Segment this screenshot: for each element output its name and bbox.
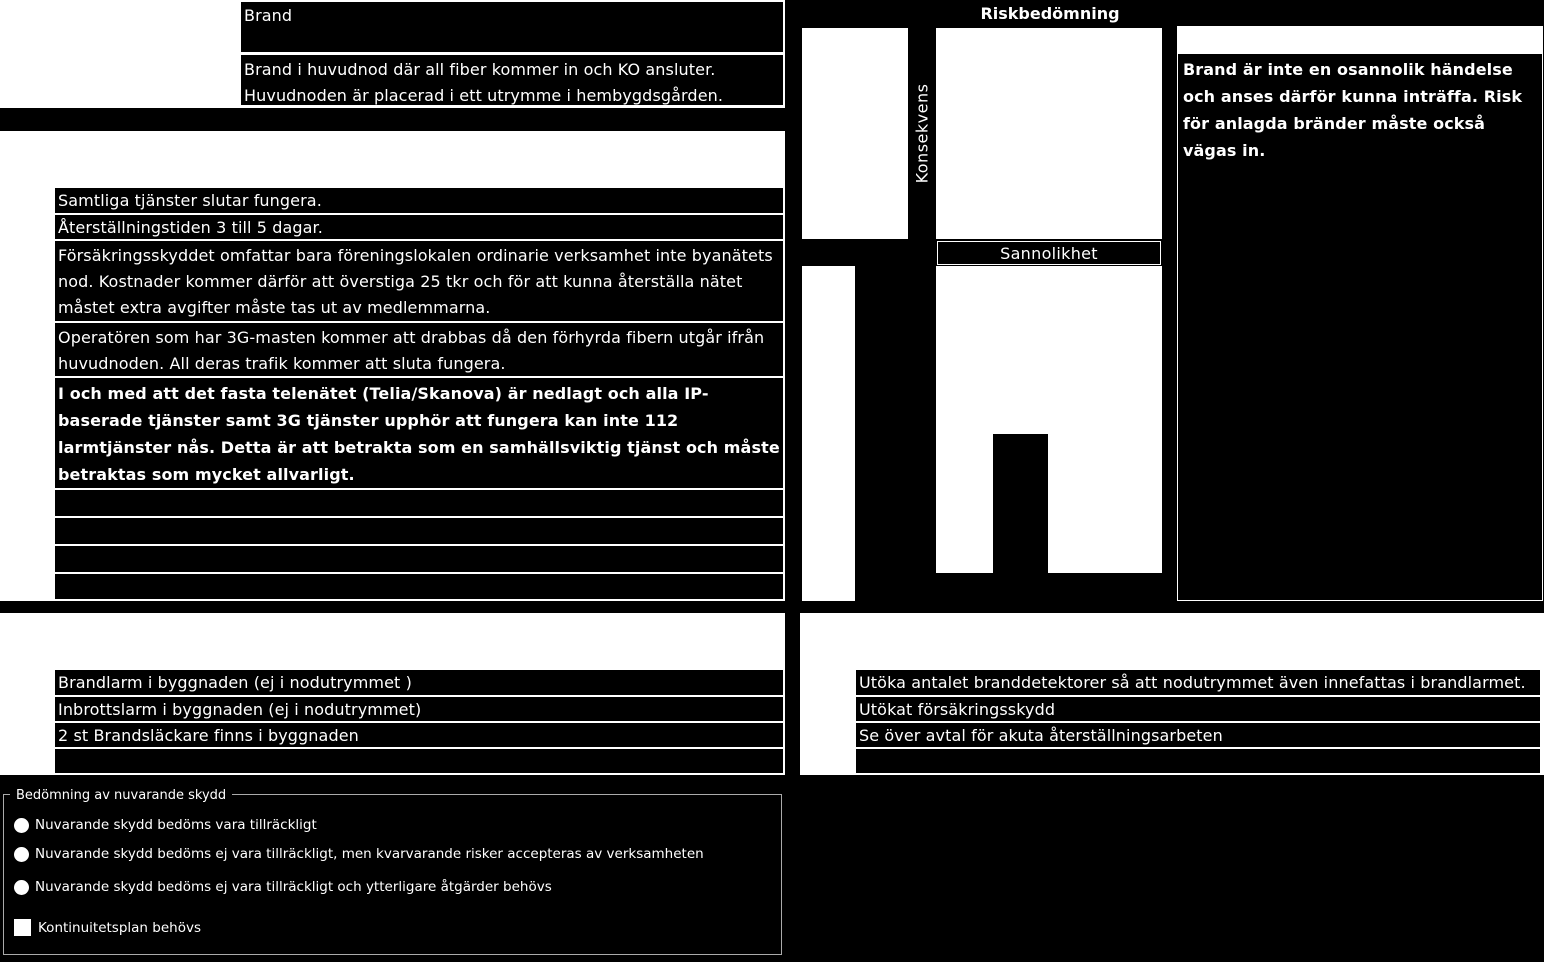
event-description-line-1: Brand i huvudnod där all fiber kommer in och KO ansluter. — [244, 60, 716, 79]
consequence-axis-label — [908, 28, 936, 239]
consequence-row[interactable]: Operatören som har 3G-masten kommer att drabbas då den förhyrda fibern utgår ifrån huvudnoden. All deras trafik kommer att sluta fungera. — [54, 322, 784, 377]
consequence-row[interactable] — [54, 573, 784, 600]
continuity-plan-label: Kontinuitetsplan behövs — [38, 919, 201, 936]
consequence-row[interactable]: I och med att det fasta telenätet (Telia/Skanova) är nedlagt och alla IP-baserade tjänster samt 3G tjänster upphör att fungera kan inte 112 larmtjänster nås. Detta är att betrakta som en samhällsviktig tjänst och måste betraktas som mycket allvarligt. — [54, 377, 784, 489]
consequence-row[interactable]: Samtliga tjänster slutar fungera. — [54, 187, 784, 214]
protection-row[interactable]: 2 st Brandsläckare finns i byggnaden — [54, 722, 784, 748]
radio-icon[interactable] — [14, 818, 29, 833]
checkbox-icon[interactable] — [14, 919, 31, 936]
risk-matrix-cell — [936, 266, 1162, 434]
risk-matrix-top-right — [936, 28, 1162, 239]
radio-icon[interactable] — [14, 847, 29, 862]
consequence-row[interactable]: Återställningstiden 3 till 5 dagar. — [54, 214, 784, 240]
protection-row[interactable] — [54, 748, 784, 774]
assessment-legend: Bedömning av nuvarande skydd — [10, 787, 232, 805]
assessment-option-label: Nuvarande skydd bedöms ej vara tillräckligt och ytterligare åtgärder behövs — [35, 879, 552, 895]
radio-icon[interactable] — [14, 880, 29, 895]
measure-row[interactable]: Utöka antalet branddetektorer så att nodutrymmet även innefattas i brandlarmet. — [855, 669, 1541, 696]
consequence-row[interactable] — [54, 545, 784, 573]
assessment-option-label: Nuvarande skydd bedöms vara tillräckligt — [35, 817, 317, 833]
assessment-option-sufficient[interactable] — [14, 817, 317, 833]
consequence-axis-text: Konsekvens — [912, 83, 932, 184]
consequence-row[interactable] — [54, 489, 784, 517]
probability-axis-label: Sannolikhet — [937, 241, 1161, 265]
consequence-row[interactable] — [54, 517, 784, 545]
consequence-row[interactable]: Försäkringsskyddet omfattar bara föreningslokalen ordinarie verksamhet inte byanätets nod. Kostnader kommer därför att överstiga 25 tkr och för att kunna återställa nätet måstet extra avgifter måste tas ut av medlemmarna. — [54, 240, 784, 322]
event-title[interactable]: Brand — [240, 1, 784, 53]
measure-row[interactable]: Se över avtal för akuta återställningsarbeten — [855, 722, 1541, 748]
risk-matrix-strip-left — [802, 266, 855, 601]
protection-row[interactable]: Inbrottslarm i byggnaden (ej i nodutrymmet) — [54, 696, 784, 722]
risk-matrix-top-left — [802, 28, 908, 239]
measure-row[interactable]: Utökat försäkringsskydd — [855, 696, 1541, 722]
continuity-plan-checkbox[interactable] — [14, 919, 201, 936]
event-description-line-2: Huvudnoden är placerad i ett utrymme i hembygdsgården. — [244, 86, 724, 105]
risk-comment-header — [1177, 26, 1543, 53]
risk-title: Riskbedömning — [980, 4, 1120, 23]
event-description[interactable] — [240, 54, 784, 106]
protection-row[interactable]: Brandlarm i byggnaden (ej i nodutrymmet ) — [54, 669, 784, 696]
measure-row[interactable] — [855, 748, 1541, 774]
assessment-option-accepted[interactable] — [14, 846, 704, 862]
risk-matrix-cell — [936, 434, 993, 573]
risk-matrix-cell — [1048, 434, 1162, 573]
risk-comment[interactable]: Brand är inte en osannolik händelse och anses därför kunna inträffa. Risk för anlagda bränder måste också vägas in. — [1177, 53, 1543, 601]
assessment-option-measures-needed[interactable] — [14, 879, 552, 895]
assessment-option-label: Nuvarande skydd bedöms ej vara tillräckligt, men kvarvarande risker accepteras av verksamheten — [35, 846, 704, 862]
